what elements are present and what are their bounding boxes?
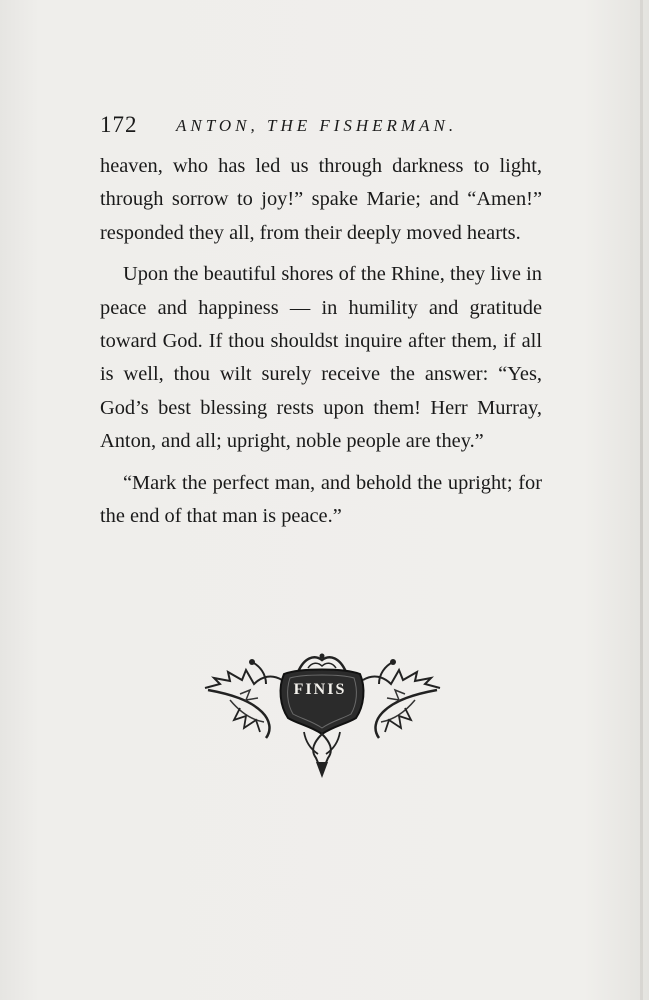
page-gutter-shadow <box>640 0 643 1000</box>
finis-label: FINIS <box>293 681 347 698</box>
body-text <box>100 150 542 541</box>
page-number: 172 <box>100 112 138 137</box>
floral-finis-ornament-icon <box>200 650 445 780</box>
running-header <box>100 112 540 142</box>
paragraph-continuation: heaven, who has led us through darkness to light, through sorrow to joy!” spake Marie; and “Amen!” responded they all, from their deeply moved hearts. <box>100 155 542 244</box>
paragraph-closing-verse: “Mark the perfect man, and behold the upright; for the end of that man is peace.” <box>100 471 542 528</box>
paragraph-rhine: Upon the beautiful shores of the Rhine, they live in peace and happiness — in humility and gratitude toward God. If thou shouldst inquire after them, if all is well, thou wilt surely receive the answer: “Yes, God’s best blessing rests upon them! Herr Murray, Anton, and all; upright, noble people are they.” <box>100 263 542 453</box>
ornament-drawing <box>200 650 445 780</box>
running-title: ANTON, THE FISHERMAN. <box>176 116 458 135</box>
